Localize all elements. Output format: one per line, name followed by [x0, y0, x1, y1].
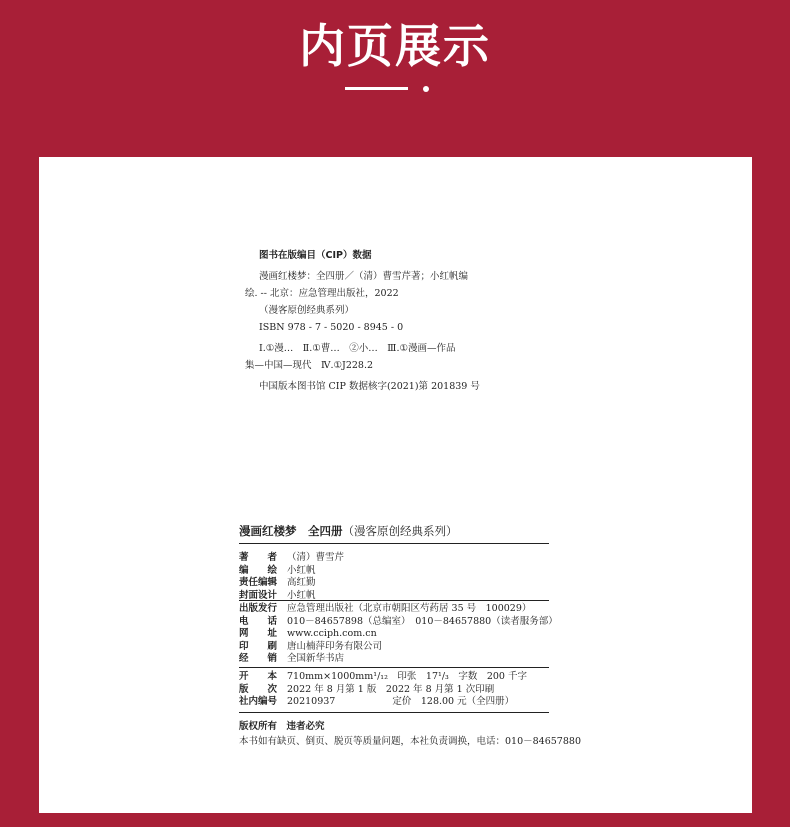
credit-key: 电 话: [239, 615, 278, 627]
cip-line: 集—中国—现代 Ⅳ.①J228.2: [245, 360, 374, 371]
cip-line: （漫客原创经典系列）: [259, 305, 355, 316]
divider: [239, 667, 549, 668]
credit-key: 责任编辑: [239, 577, 278, 588]
credits-group: [239, 603, 569, 666]
copyright-page: [39, 157, 752, 813]
cip-line: 绘. -- 北京：应急管理出版社，2022: [245, 288, 399, 299]
credit-value: 全国新华书店: [287, 653, 345, 664]
divider: [239, 600, 549, 601]
credit-row: [239, 653, 569, 666]
credit-value: 010－84657898（总编室） 010－84657880（读者服务部）: [287, 615, 558, 627]
credit-row: [239, 565, 569, 578]
credit-row: [239, 616, 569, 629]
credit-value: 唐山楠萍印务有限公司: [287, 640, 383, 652]
cip-block: [245, 247, 480, 395]
credit-row: [239, 684, 569, 697]
credit-value: 2022 年 8 月第 1 版 2022 年 8 月第 1 次印刷: [287, 683, 495, 695]
cip-line: 中国版本图书馆 CIP 数据核字(2021)第 201839 号: [259, 381, 480, 392]
credit-key: 封面设计: [239, 589, 278, 601]
credit-value: 小红帆: [287, 564, 316, 576]
credits-group: [239, 552, 569, 602]
credit-key: 编 绘: [239, 564, 278, 576]
book-series: （漫客原创经典系列）: [342, 524, 458, 538]
credit-value: 710mm×1000mm¹/₁₂ 印张 17¹/₃ 字数 200 千字: [287, 671, 527, 682]
credit-key: 印 刷: [239, 640, 278, 652]
credit-row: [239, 552, 569, 565]
credit-key: 网 址: [239, 628, 278, 639]
copyright-notice: 版权所有 违者必究: [239, 721, 325, 732]
credit-value: （清）曹雪芹: [287, 552, 345, 563]
credit-row: [239, 628, 569, 641]
page-title: 内页展示: [299, 19, 491, 73]
credit-value: 小红帆: [287, 589, 316, 601]
credit-value: 应急管理出版社（北京市朝阳区芍药居 35 号 100029）: [287, 603, 532, 614]
cip-line: 漫画红楼梦：全四册／（清）曹雪芹著；小红帆编: [259, 271, 469, 282]
credit-key: 社内编号: [239, 696, 278, 707]
cip-line: Ⅰ.①漫… Ⅱ.①曹… ②小… Ⅲ.①漫画—作品: [259, 343, 456, 354]
credit-key: 版 次: [239, 683, 278, 695]
cip-heading: 图书在版编目（CIP）数据: [259, 250, 372, 261]
cip-line: ISBN 978 - 7 - 5020 - 8945 - 0: [259, 322, 404, 333]
credit-value: 高红勤: [287, 577, 316, 588]
credit-value: 20210937 定价 128.00 元（全四册）: [287, 696, 515, 707]
title-decoration: [0, 86, 790, 92]
credit-key: 著 者: [239, 552, 278, 563]
service-notice: 本书如有缺页、倒页、脱页等质量问题，本社负责调换，电话：010－84657880: [239, 736, 581, 747]
book-title: [239, 523, 549, 544]
credit-row: [239, 641, 569, 654]
credit-row: [239, 577, 569, 590]
credit-key: 开 本: [239, 671, 278, 682]
divider: [239, 712, 549, 713]
credit-row: [239, 603, 569, 616]
credit-value: www.cciph.com.cn: [287, 628, 377, 639]
decoration-dot: [423, 86, 429, 92]
credit-row: [239, 671, 569, 684]
book-title-text: 漫画红楼梦 全四册: [239, 524, 343, 538]
decoration-bar: [345, 87, 408, 90]
credits-group: [239, 671, 569, 709]
credit-key: 经 销: [239, 653, 278, 664]
copyright-block: [239, 719, 581, 749]
credit-row: [239, 696, 569, 709]
credit-key: 出版发行: [239, 603, 278, 614]
